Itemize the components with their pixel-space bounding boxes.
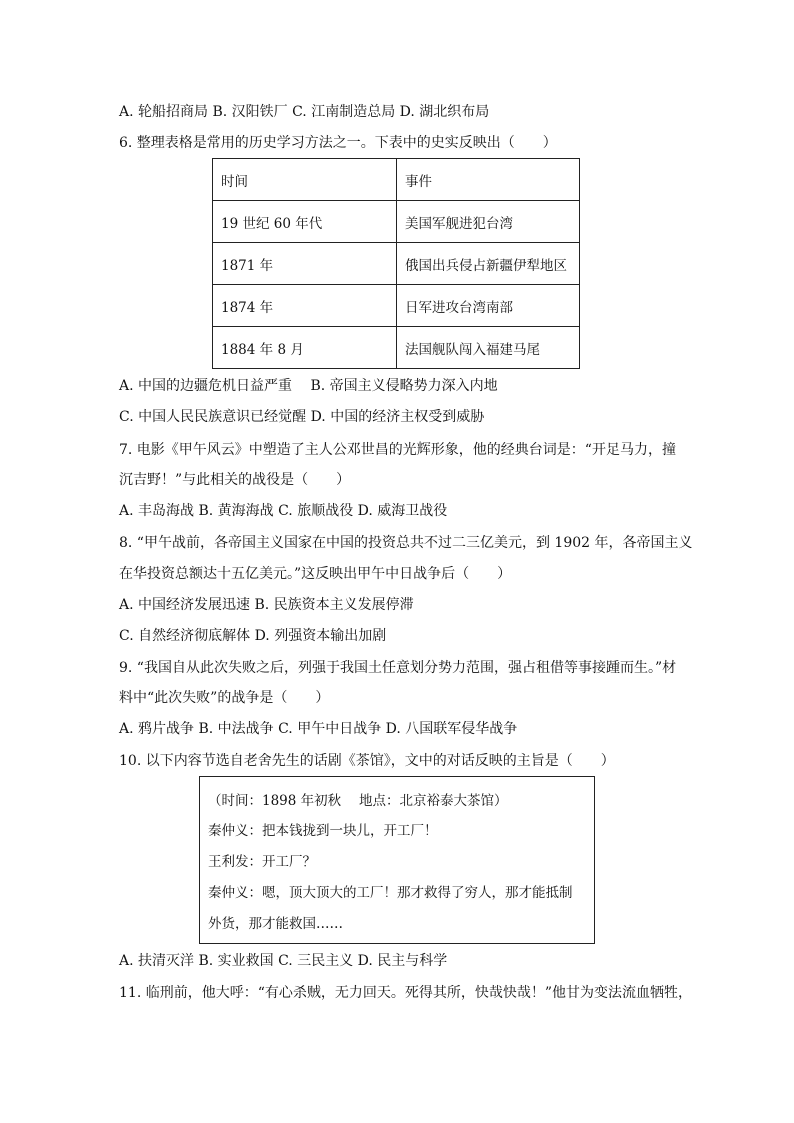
q8-options-line1: A. 中国经济发展迅速 B. 民族资本主义发展停滞 <box>119 597 414 613</box>
q6-stem: 6. 整理表格是常用的历史学习方法之一。下表中的史实反映出（ ） <box>119 135 557 151</box>
table-cell-event: 俄国出兵侵占新疆伊犁地区 <box>397 243 580 285</box>
events-table <box>212 158 580 369</box>
q8-stem-line2: 在华投资总额达十五亿美元。”这反映出甲午中日战争后（ ） <box>119 566 512 582</box>
q10-stem: 10. 以下内容节选自老舍先生的话剧《茶馆》，文中的对话反映的主旨是（ ） <box>119 753 615 769</box>
table-row <box>213 285 580 327</box>
table-row <box>213 327 580 369</box>
table-cell-time: 19 世纪 60 年代 <box>213 201 397 243</box>
table-row <box>213 201 580 243</box>
q6-options-line1: A. 中国的边疆危机日益严重 B. 帝国主义侵略势力深入内地 <box>119 378 498 394</box>
table-cell-time: 1874 年 <box>213 285 397 327</box>
q7-options: A. 丰岛海战 B. 黄海海战 C. 旅顺战役 D. 威海卫战役 <box>119 503 448 519</box>
table-header-row <box>213 159 580 201</box>
table-cell-event: 法国舰队闯入福建马尾 <box>397 327 580 369</box>
dialog-line: 王利发：开工厂？ <box>208 854 316 870</box>
q11-stem-line1: 11. 临刑前，他大呼：“有心杀贼，无力回天。死得其所，快哉快哉！”他甘为变法流血牺牲， <box>119 985 693 1001</box>
table-cell-time: 1884 年 8 月 <box>213 327 397 369</box>
dialog-line: 外货，那才能救国…… <box>208 916 343 932</box>
q6-options-line2: C. 中国人民民族意识已经觉醒 D. 中国的经济主权受到威胁 <box>119 409 485 425</box>
q10-options: A. 扶清灭洋 B. 实业救国 C. 三民主义 D. 民主与科学 <box>119 953 448 969</box>
q9-stem-line2: 料中“此次失败”的战争是（ ） <box>119 690 330 706</box>
q9-stem-line1: 9. “我国自从此次失败之后，列强于我国土任意划分势力范围，强占租借等事接踵而生。”材 <box>119 660 677 676</box>
q7-stem-line1: 7. 电影《甲午风云》中塑造了主人公邓世昌的光辉形象，他的经典台词是：“开足马力，撞 <box>119 442 676 458</box>
q5-options: A. 轮船招商局 B. 汉阳铁厂 C. 江南制造总局 D. 湖北织布局 <box>119 104 490 120</box>
table-header-event: 事件 <box>397 159 580 201</box>
dialog-line: 秦仲义：嗯，顶大顶大的工厂！那才救得了穷人，那才能抵制 <box>208 885 573 901</box>
q7-stem-line2: 沉吉野！”与此相关的战役是（ ） <box>119 472 351 488</box>
q8-stem-line1: 8. “甲午战前，各帝国主义国家在中国的投资总共不过二三亿美元，到 1902 年，各帝国主义 <box>119 535 693 551</box>
table-header-time: 时间 <box>213 159 397 201</box>
table-cell-event: 美国军舰进犯台湾 <box>397 201 580 243</box>
dialog-line: 秦仲义：把本钱拢到一块儿，开工厂！ <box>208 823 438 839</box>
table-row <box>213 243 580 285</box>
q9-options: A. 鸦片战争 B. 中法战争 C. 甲午中日战争 D. 八国联军侵华战争 <box>119 721 518 737</box>
dialog-excerpt-box <box>199 776 595 944</box>
table-cell-time: 1871 年 <box>213 243 397 285</box>
table-cell-event: 日军进攻台湾南部 <box>397 285 580 327</box>
dialog-setting-line: （时间：1898 年初秋 地点：北京裕泰大茶馆） <box>208 793 508 809</box>
q8-options-line2: C. 自然经济彻底解体 D. 列强资本输出加剧 <box>119 628 387 644</box>
